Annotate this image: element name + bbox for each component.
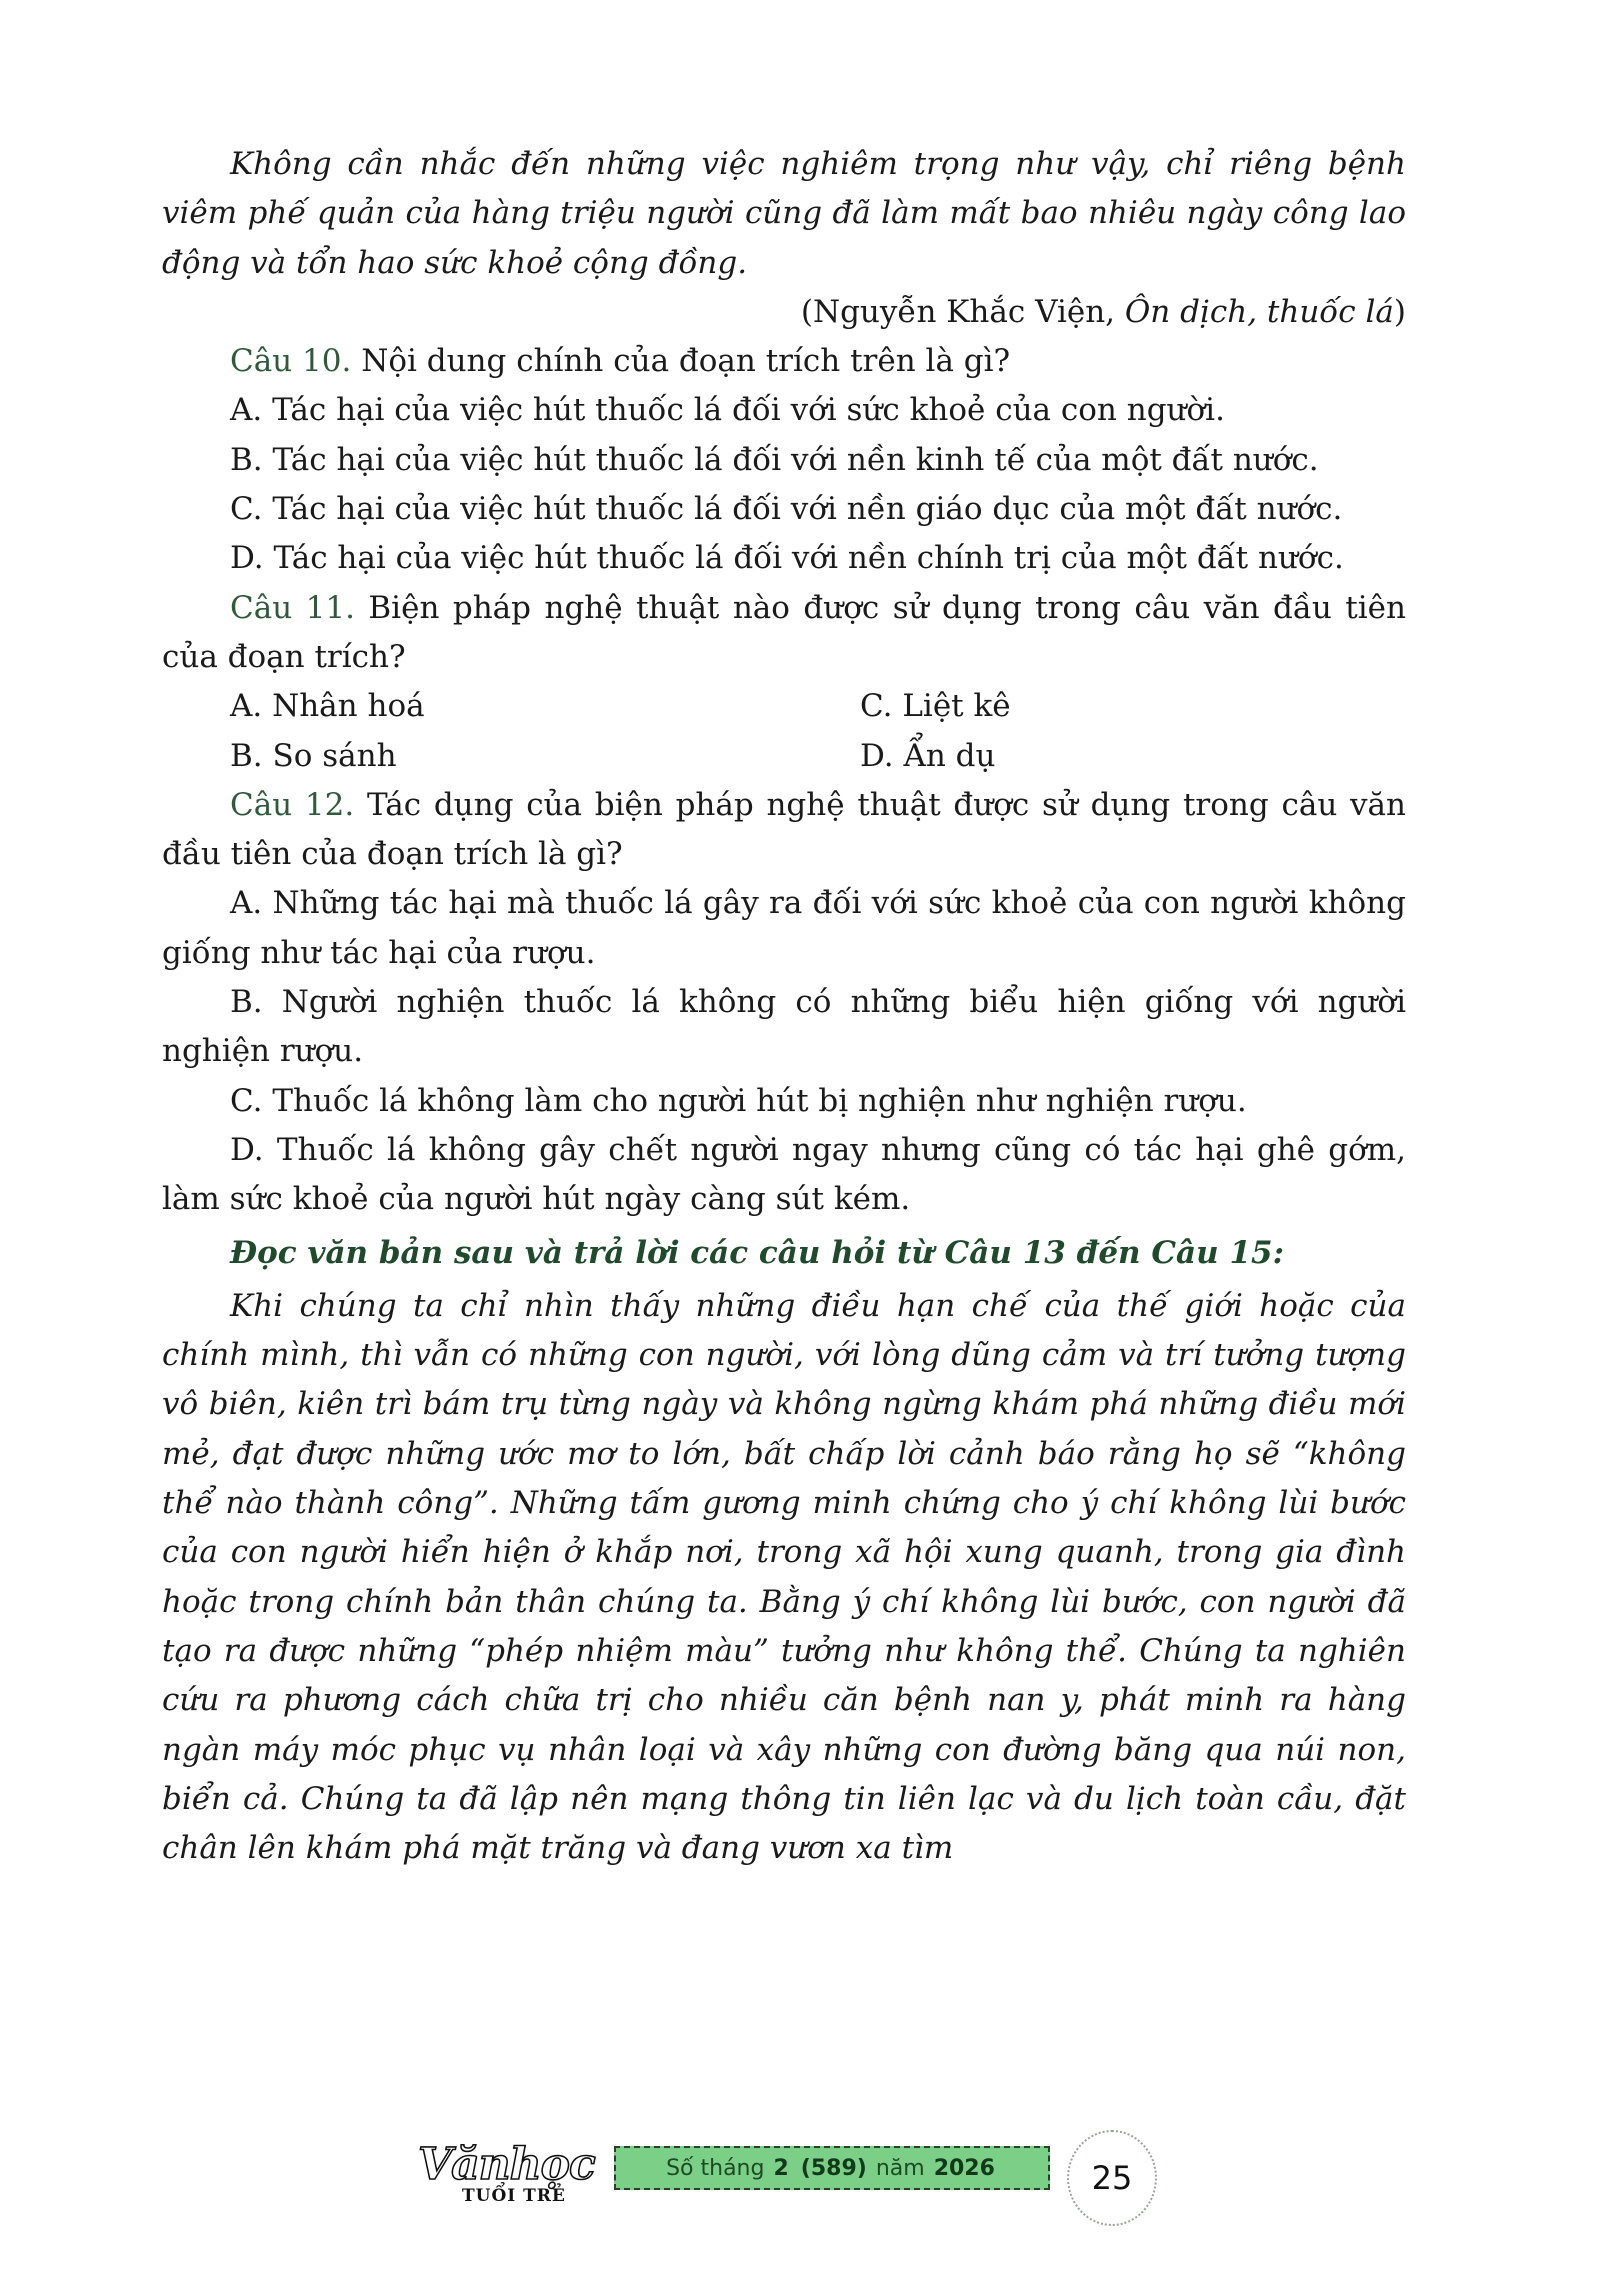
- section-instruction: Đọc văn bản sau và trả lời các câu hỏi từ Câu 13 đến Câu 15:: [230, 1234, 1285, 1271]
- issue-number: (589): [800, 2155, 867, 2181]
- issue-prefix: Số tháng: [666, 2155, 765, 2181]
- question-12-option-c: C. Thuốc lá không làm cho người hút bị nghiện như nghiện rượu.: [230, 1082, 1247, 1119]
- question-12-option-b: B. Người nghiện thuốc lá không có những biểu hiện giống với người nghiện rượu.: [162, 984, 1406, 1070]
- question-label: Câu 10.: [230, 343, 352, 380]
- question-10-option-b: B. Tác hại của việc hút thuốc lá đối với nền kinh tế của một đất nước.: [230, 441, 1319, 478]
- question-12-option-d: D. Thuốc lá không gây chết người ngay nhưng cũng có tác hại ghê gớm, làm sức khoẻ của người hút ngày càng sút kém.: [162, 1131, 1406, 1218]
- question-12-option-a: A. Những tác hại mà thuốc lá gây ra đối với sức khoẻ của con người không giống như tác hại của rượu.: [162, 885, 1406, 971]
- issue-year: 2026: [933, 2155, 995, 2181]
- citation-close: ): [1393, 293, 1406, 330]
- issue-month: 2: [773, 2155, 789, 2181]
- question-12: [162, 781, 1406, 880]
- logo-sub-text: TUỔI TRẺ: [462, 2186, 566, 2206]
- question-text: Nội dung chính của đoạn trích trên là gì?: [361, 343, 1011, 380]
- page-body: [162, 140, 1406, 1873]
- question-label: Câu 12.: [230, 786, 355, 823]
- question-10: [162, 337, 1406, 386]
- question-11: [162, 584, 1406, 683]
- page-number: 25: [1067, 2130, 1157, 2226]
- question-11-option-d: D. Ẩn dụ: [860, 737, 996, 774]
- question-11-option-b: B. So sánh: [230, 737, 397, 774]
- page-footer: [0, 2120, 1600, 2250]
- passage-closing-paragraph: Không cần nhắc đến những việc nghiêm trọng như vậy, chỉ riêng bệnh viêm phế quản của hàng triệu người cũng đã làm mất bao nhiêu ngày công lao động và tổn hao sức khoẻ cộng đồng.: [162, 146, 1406, 281]
- logo-main-text: Vănhọc: [418, 2139, 595, 2190]
- question-11-option-a: A. Nhân hoá: [230, 688, 425, 725]
- question-text: Biện pháp nghệ thuật nào được sử dụng trong câu văn đầu tiên của đoạn trích?: [162, 589, 1406, 675]
- passage-citation: [162, 288, 1406, 337]
- question-10-option-d: D. Tác hại của việc hút thuốc lá đối với nền chính trị của một đất nước.: [230, 540, 1344, 577]
- question-text: Tác dụng của biện pháp nghệ thuật được sử dụng trong câu văn đầu tiên của đoạn trích là gì?: [162, 786, 1406, 873]
- magazine-logo: [418, 2140, 598, 2220]
- question-11-option-c: C. Liệt kê: [860, 688, 1011, 725]
- passage-2: Khi chúng ta chỉ nhìn thấy những điều hạn chế của thế giới hoặc của chính mình, thì vẫn có những con người, với lòng dũng cảm và trí tưởng tượng vô biên, kiên trì bám trụ từng ngày và không ngừng khám phá những điều mới mẻ, đạt được những ước mơ to lớn, bất chấp lời cảnh báo rằng họ sẽ “không thể nào thành công”. Những tấm gương minh chứng cho ý chí không lùi bước của con người hiển hiện ở khắp nơi, trong xã hội xung quanh, trong gia đình hoặc trong chính bản thân chúng ta. Bằng ý chí không lùi bước, con người đã tạo ra được những “phép nhiệm màu” tưởng như không thể. Chúng ta nghiên cứu ra phương cách chữa trị cho nhiều căn bệnh nan y, phát minh ra hàng ngàn máy móc phục vụ nhân loại và xây những con đường băng qua núi non, biển cả. Chúng ta đã lập nên mạng thông tin liên lạc và du lịch toàn cầu, đặt chân lên khám phá mặt trăng và đang vươn xa tìm: [162, 1287, 1406, 1867]
- question-10-option-a: A. Tác hại của việc hút thuốc lá đối với sức khoẻ của con người.: [230, 392, 1225, 429]
- question-11-options: [162, 682, 1406, 781]
- issue-year-label: năm: [875, 2155, 925, 2181]
- citation-title: Ôn dịch, thuốc lá: [1124, 293, 1394, 330]
- citation-author: (Nguyễn Khắc Viện,: [800, 293, 1125, 330]
- question-10-option-c: C. Tác hại của việc hút thuốc lá đối với nền giáo dục của một đất nước.: [230, 491, 1343, 528]
- question-label: Câu 11.: [230, 589, 355, 626]
- issue-banner: [614, 2146, 1050, 2190]
